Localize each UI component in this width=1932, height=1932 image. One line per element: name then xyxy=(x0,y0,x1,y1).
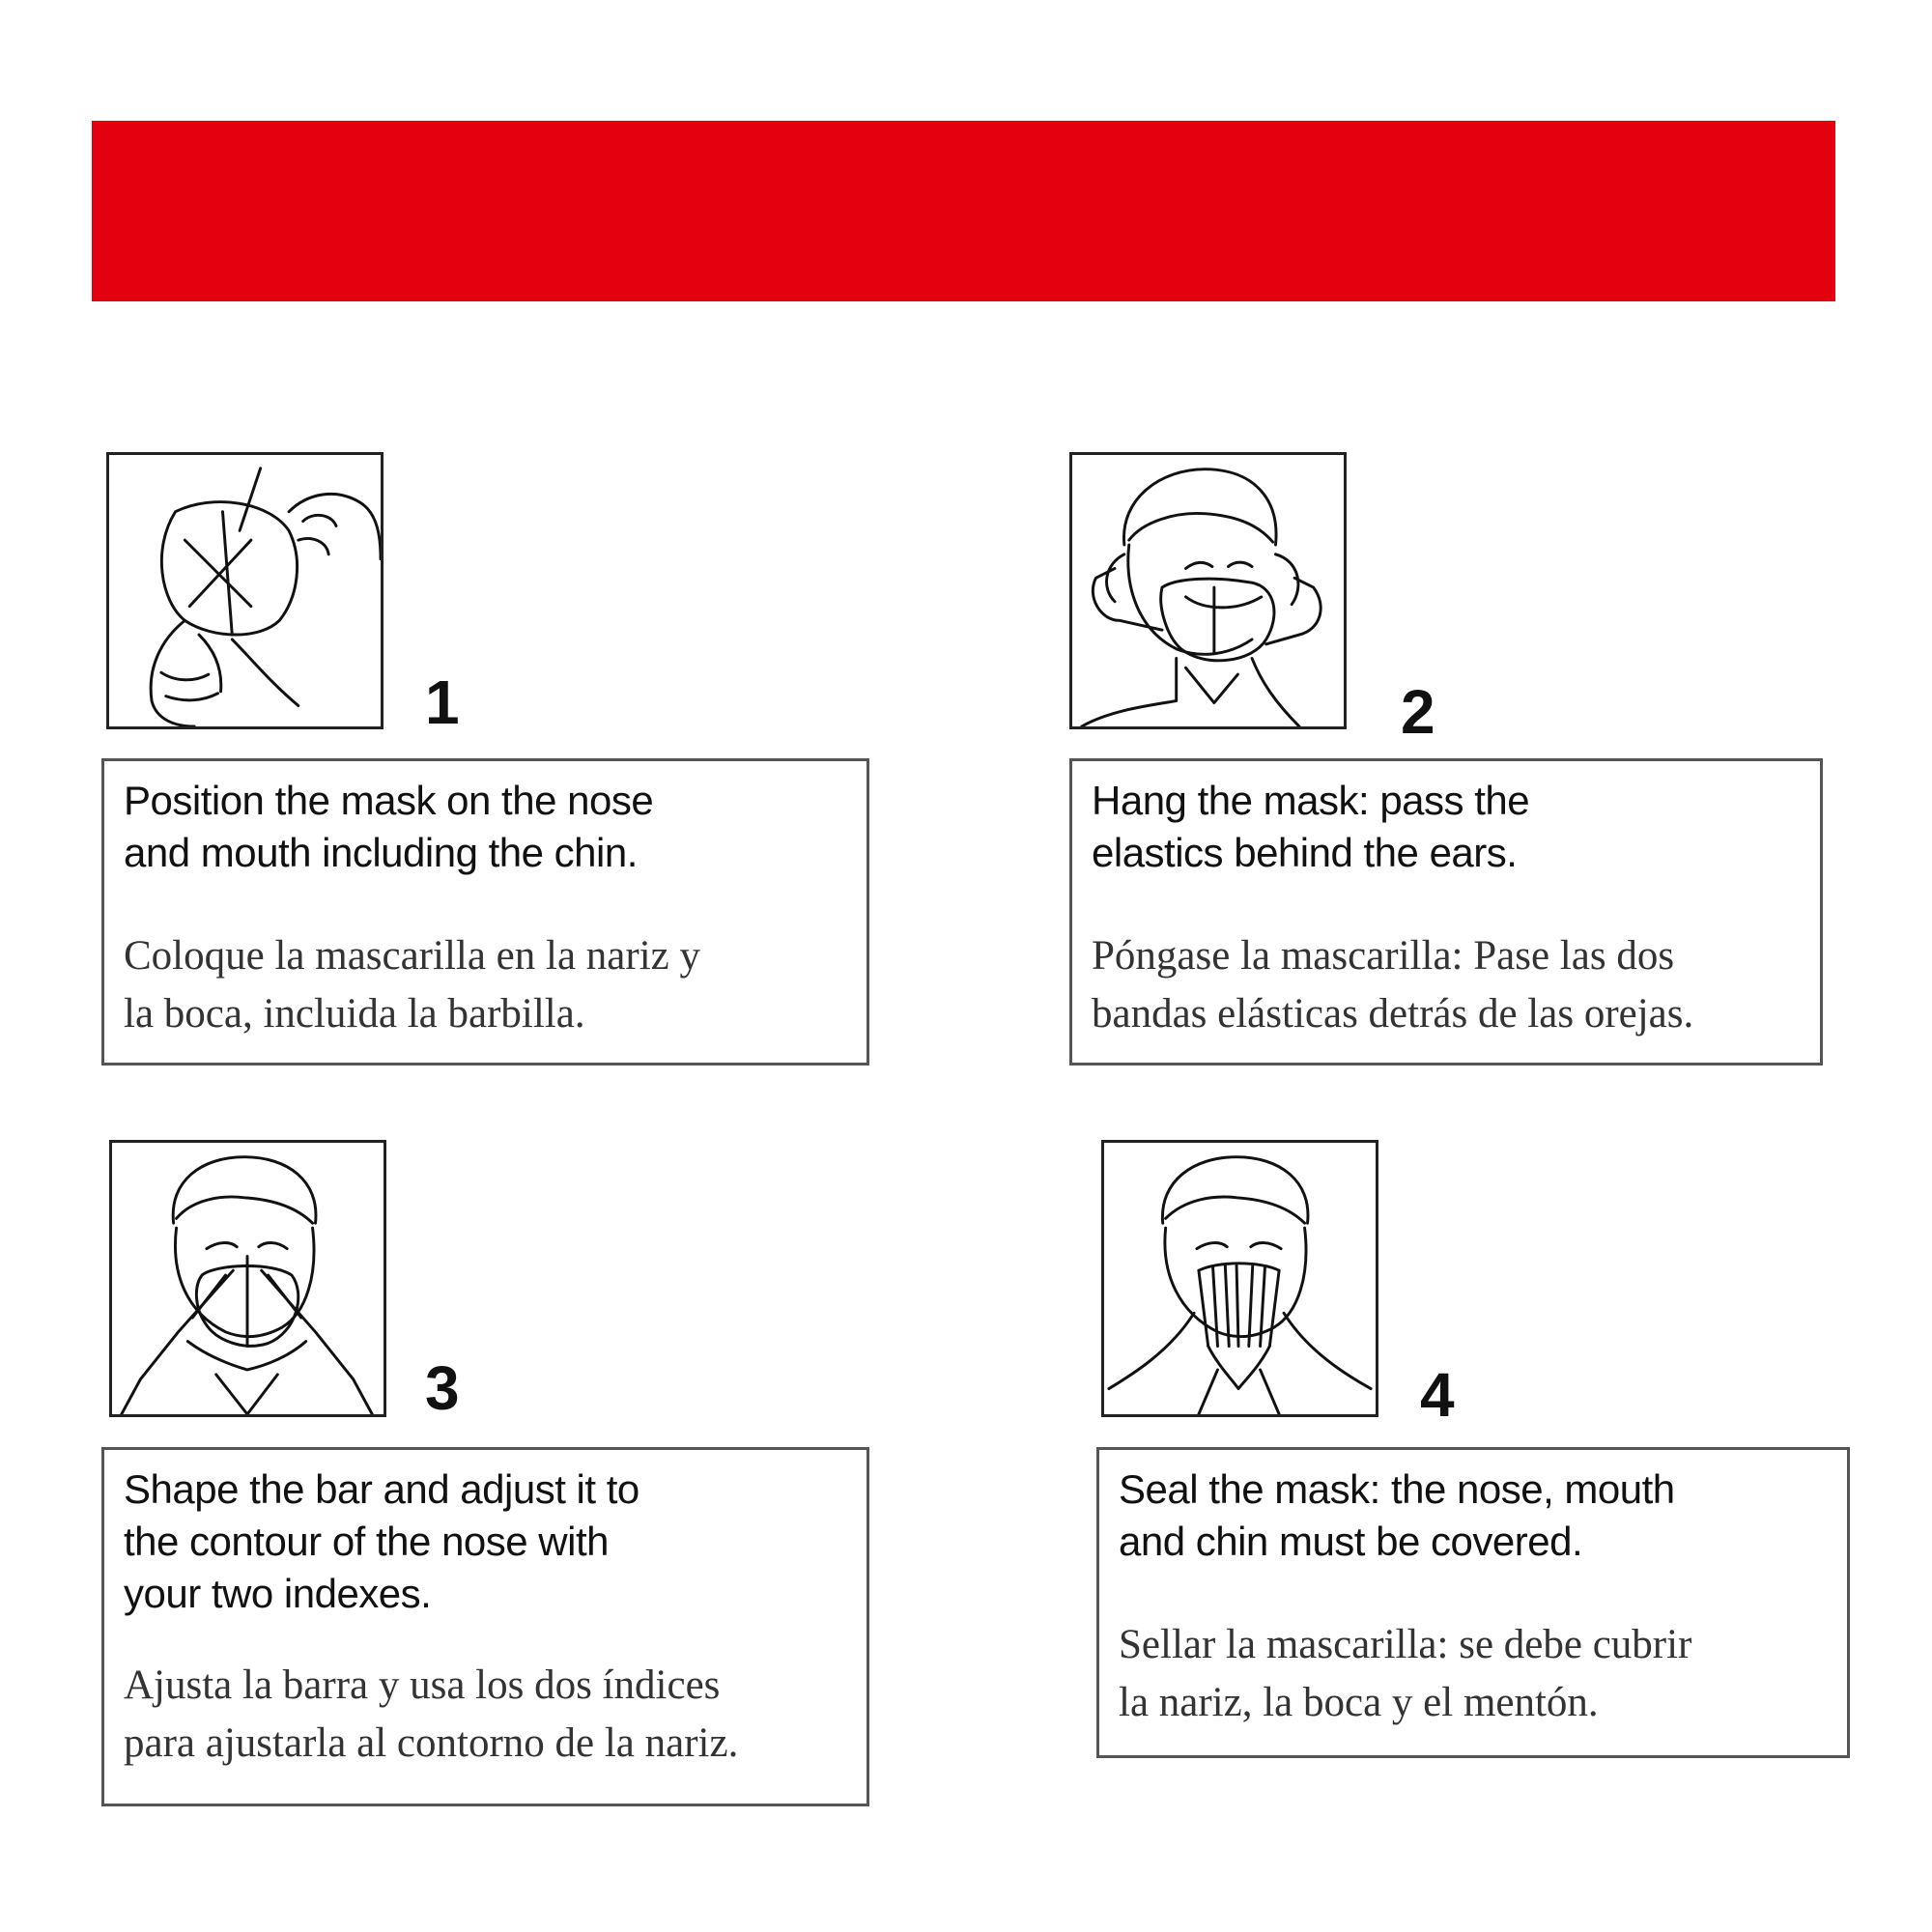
step-number: 3 xyxy=(425,1353,460,1423)
step-instruction-spanish: Póngase la mascarilla: Pase las dos bandas elásticas detrás de las orejas. xyxy=(1092,933,1694,1037)
step-instruction-spanish: Coloque la mascarilla en la nariz y la boca, incluida la barbilla. xyxy=(124,933,700,1037)
step-instruction-box xyxy=(101,758,869,1065)
step-number: 4 xyxy=(1420,1360,1455,1430)
step-number: 1 xyxy=(425,668,460,737)
hand-holding-mask-icon xyxy=(106,452,384,729)
step-instruction-box xyxy=(101,1447,869,1806)
step-instruction-english: Seal the mask: the nose, mouth and chin must be covered. xyxy=(1119,1466,1675,1564)
header-banner xyxy=(92,121,1835,301)
step-instruction-spanish: Ajusta la barra y usa los dos índices para ajustarla al contorno de la nariz. xyxy=(124,1662,739,1766)
step-instruction-english: Position the mask on the nose and mouth including the chin. xyxy=(124,778,654,875)
person-pressing-nose-bar-icon xyxy=(109,1140,386,1417)
step-instruction-box xyxy=(1096,1447,1850,1758)
person-sealing-mask-icon xyxy=(1101,1140,1378,1417)
step-instruction-english: Shape the bar and adjust it to the contour of the nose with your two indexes. xyxy=(124,1466,639,1616)
step-instruction-english: Hang the mask: pass the elastics behind the ears. xyxy=(1092,778,1530,875)
person-hooking-elastics-icon xyxy=(1069,452,1347,729)
step-number: 2 xyxy=(1401,677,1435,747)
step-instruction-spanish: Sellar la mascarilla: se debe cubrir la nariz, la boca y el mentón. xyxy=(1119,1622,1692,1725)
step-instruction-box xyxy=(1069,758,1823,1065)
